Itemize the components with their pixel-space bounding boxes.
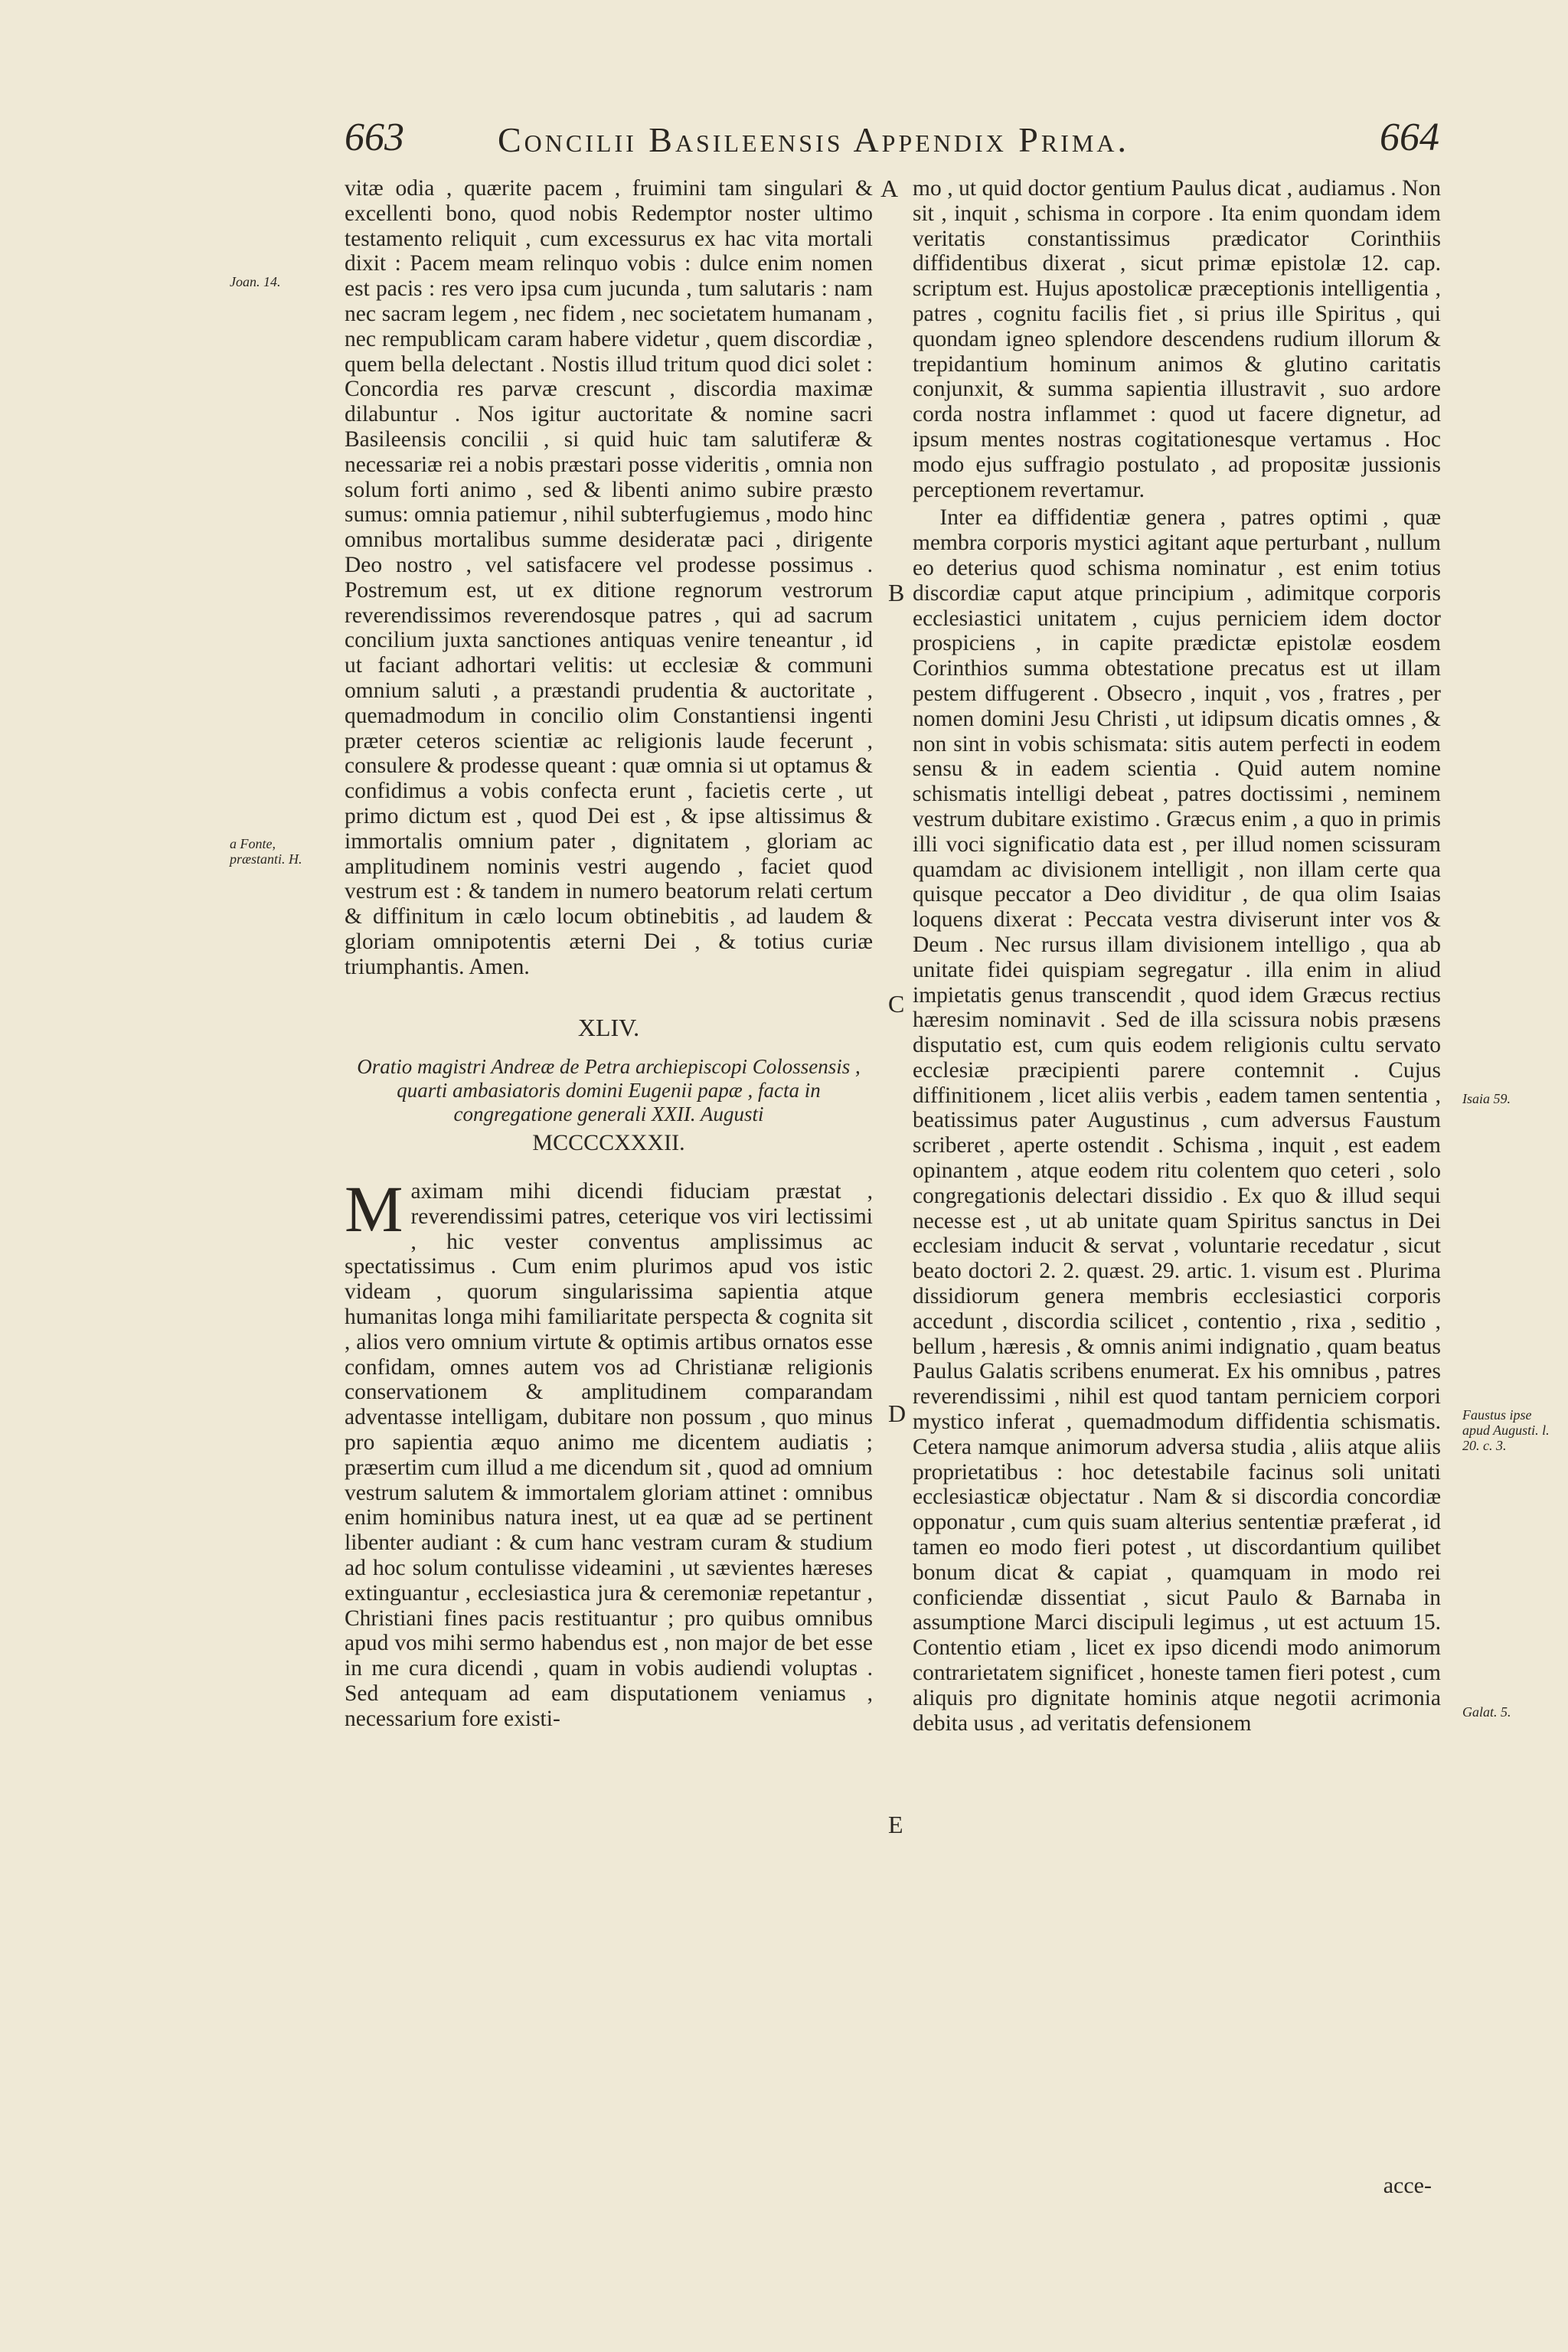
drop-capital: M xyxy=(345,1172,403,1246)
section-number: XLIV. xyxy=(577,1013,640,1041)
left-paragraph-2-text: aximam mihi dicendi fiduciam præstat , reverendissimi patres, ceterique vos viri lectissimi , hic vester conventus amplissimus ac spectatissimus . Cum enim plurimos apud vos istic videam , quorum singularissima sapientia atque humanitas longa mihi familiaritate perspecta & cognita sit , alios vero omnium virtute & optimis artibus ornatos esse confidam, omnes autem vos ad Christianæ religionis conservationem & amplitudinem comparandam adventasse intelligam, dubitare non possum , quo minus pro sapientia æquo animo me dicentem audiatis ; præsertim cum illud a me dicendum sit , quod ad omnium vestrum salutem & immortalem gloriam attinet : omnibus enim hominibus natura inest, ut ea quæ ad se pertinent libenter audiant : & cum hanc vestram curam & studium ad hoc solum contulisse videamini , ut sævientes hæreses extinguantur , ecclesiastica jura & ceremoniæ repetantur , Christiani fines pacis restituantur ; pro quibus omnibus apud vos mihi sermo habendus est , non major de bet esse in me cura dicendi , quam in vobis audiendi voluptas . Sed antequam ad eam disputationem veniamus , necessarium fore existi- xyxy=(345,1179,873,1731)
left-paragraph-2 xyxy=(345,1172,873,1732)
oration-rubric: Oratio magistri Andreæ de Petra archiepiscopi Colossensis , quarti ambasiatoris domini Eugenii papæ , facta in congregatione generali XXII. Augusti xyxy=(357,1055,861,1126)
left-paragraph-1: vitæ odia , quærite pacem , fruimini tam singulari & excellenti bono, quod nobis Redemptor noster ultimo testamento reliquit , cum excessurus ex hac vita mortali dixit : Pacem meam relinquo vobis : dulce enim nomen est pacis : res vero ipsa cum jucunda , tum salutaris : nam nec sacram legem , nec fidem , nec societatem humanam , nec rempublicam caram habere videtur , quem discordiæ , quem bella delectant . Nostis illud tritum quod dici solet : Concordia res parvæ crescunt , discordia maximæ dilabuntur . Nos igitur auctoritate & nomine sacri Basileensis concilii , si quid huic tam salutiferæ & necessariæ rei a nobis præstari posse videritis , omnia non solum forti animo , sed & libenti animo subire præsto sumus: omnia patiemur , nihil subterfugiemus , modo hinc omnibus mortalibus summe desideratæ paci , dirigente Deo nostro , vel satisfacere vel prodesse possimus . Postremum est, ut ex ditione regnorum vestrorum reverendissimos reverendosque patres , qui ad sacrum concilium juxta sanctiones antiquas venire teneantur , id ut faciant adhortari velitis: ut ecclesiæ & communi omnium saluti , a præstandi prudentia & auctoritate , quemadmodum in concilio olim Constantiensi ingenti præter ceteros scientiæ ac religionis laude fecerunt , consulere & prodesse queant : quæ omnia si ut optamus & confidimus a vobis confecta erunt , facietis certe , ut primo dictum est , quod Dei est , & ipse altissimus & immortalis omnium pater , dignitatem , gloriam ac amplitudinem nominis vestri augendo , faciet quod vestrum est : & tandem in numero beatorum relati certum & diffinitum in cælo locum obtinebitis , ad laudem & gloriam omnipotentis æterni Dei , & totius curiæ triumphantis. Amen. xyxy=(345,176,873,979)
right-column xyxy=(913,176,1441,1739)
margin-note-galat: Galat. 5. xyxy=(1462,1704,1511,1720)
left-column xyxy=(345,176,873,1735)
oration-date: MCCCCXXXII. xyxy=(532,1130,685,1156)
margin-note-faustus: Faustus ipse apud Augusti. l. 20. c. 3. xyxy=(1462,1407,1550,1453)
section-letter-e: E xyxy=(888,1811,903,1838)
section-letter-a: A xyxy=(880,175,899,202)
margin-note-isaia: Isaia 59. xyxy=(1462,1091,1511,1106)
page-header xyxy=(337,115,1439,176)
page-number-right: 664 xyxy=(1380,116,1439,159)
right-paragraph-1: mo , ut quid doctor gentium Paulus dicat , audiamus . Non sit , inquit , schisma in corpore . Ita enim quondam idem veritatis constantissimus prædicator Corinthiis diffidentibus dixerat , sicut primæ epistolæ 12. cap. scriptum est. Hujus apostolicæ præceptionis intelligentia , patres , cognitu facilis fiet , si prius ille Spiritus , qui quondam igneo splendore descendens rudium illorum & trepidantium hominum animos & glutino caritatis conjunxit, & summa sapientia illustravit , suo ardore corda nostra inflammet : quod ut facere dignetur, ad ipsum mentes nostras cogitationesque vertamus . Hoc modo ejus suffragio postulato , ad propositæ jussionis perceptionem revertamur. xyxy=(913,176,1441,502)
section-letter-c: C xyxy=(888,990,905,1018)
right-paragraph-2: Inter ea diffidentiæ genera , patres optimi , quæ membra corporis mystici agitant aque perturbant , nullum eo deterius quod schisma nominatur , est enim totius discordiæ caput atque principium , adimitque corporis ecclesiastici unitatem , cujus perniciem idem doctor prospiciens , in capite prædictæ epistolæ eosdem Corinthios summa obtestatione precatus est ut illam pestem diffugerent . Obsecro , inquit , vos , fratres , per nomen domini Jesu Christi , ut idipsum dicatis omnes , & non sint in vobis schismata: sitis autem perfecti in eodem sensu & in eadem scientia . Quid autem nomine schismatis intelligi debeat , patres doctissimi , neminem vestrum dubitare existimo . Græcus enim , a quo in primis illi voci significatio data est , per illud nomen scissuram quamdam ac divisionem intelligit , non illam certe qua quisque peccator a Deo dividitur , de qua olim Isaias loquens dixerat : Peccata vestra diviserunt inter vos & Deum . Nec rursus illam divisionem intelligo , qua ab unitate fidei quispiam segregatur . illa enim in aliud impietatis genus transcendit , quod idem Græcus rectius hæresim nominavit . Sed de illa scissura nobis præsens disputatio est, cum quis eodem religionis cultu servato ecclesiæ præcipienti parere contemnit . Cujus diffinitionem , licet aliis verbis , eadem tamen sententia , beatissimus pater Augustinus , cum adversus Faustum scriberet , aperte ostendit . Schisma , inquit , est eadem opinantem , atque eodem ritu colentem quo ceteri , solo congregationis delectari dissidio . Ex quo & illud sequi necesse est , ut ab unitate quam Spiritus sanctus in Dei ecclesiam inducit & servat , voluntarie recedatur , sicut beato doctori 2. 2. quæst. 29. artic. 1. visum est . Plurima dissidiorum genera membris ecclesiastici corporis accedunt , discordia scilicet , contentio , rixa , seditio , bellum , hæresis , & omnis animi indignatio , quam beatus Paulus Galatis scribens enumerat. Ex his omnibus , patres reverendissimi , nihil est quod tantam perniciem corpori mystico inferat , quemadmodum diffidentia schismatis. Cetera namque animorum adversa studia , aliis atque aliis proprietatibus : hoc detestabile facinus soli unitati ecclesiasticæ objectatur . Nam & si discordia concordiæ opponatur , cum quis suam alterius sententiæ præferat , id tamen eo modo fieri potest , ut discordantium quilibet bonum dicat & capiat , quamquam in modo rei conficiendæ dissentiat , sicut Paulo & Barnaba in assumptione Marci discipuli legimus , ut est actuum 15. Contentio etiam , licet ex ipso dicendi modo animorum contrarietatem significet , honeste tamen fieri potest , cum aliquis pro dignitate hominis atque negotii acrimonia debita usus , ad veritatis defensionem xyxy=(913,505,1441,1736)
margin-note-fonte: a Fonte, præstanti. H. xyxy=(230,836,302,867)
running-title: Concilii Basileensis Appendix Prima. xyxy=(498,120,1129,159)
section-letter-d: D xyxy=(888,1400,906,1427)
section-letter-b: B xyxy=(888,579,905,606)
page-number-left: 663 xyxy=(345,116,404,159)
margin-note-joan: Joan. 14. xyxy=(230,274,281,289)
catchword: acce- xyxy=(1383,2173,1432,2198)
